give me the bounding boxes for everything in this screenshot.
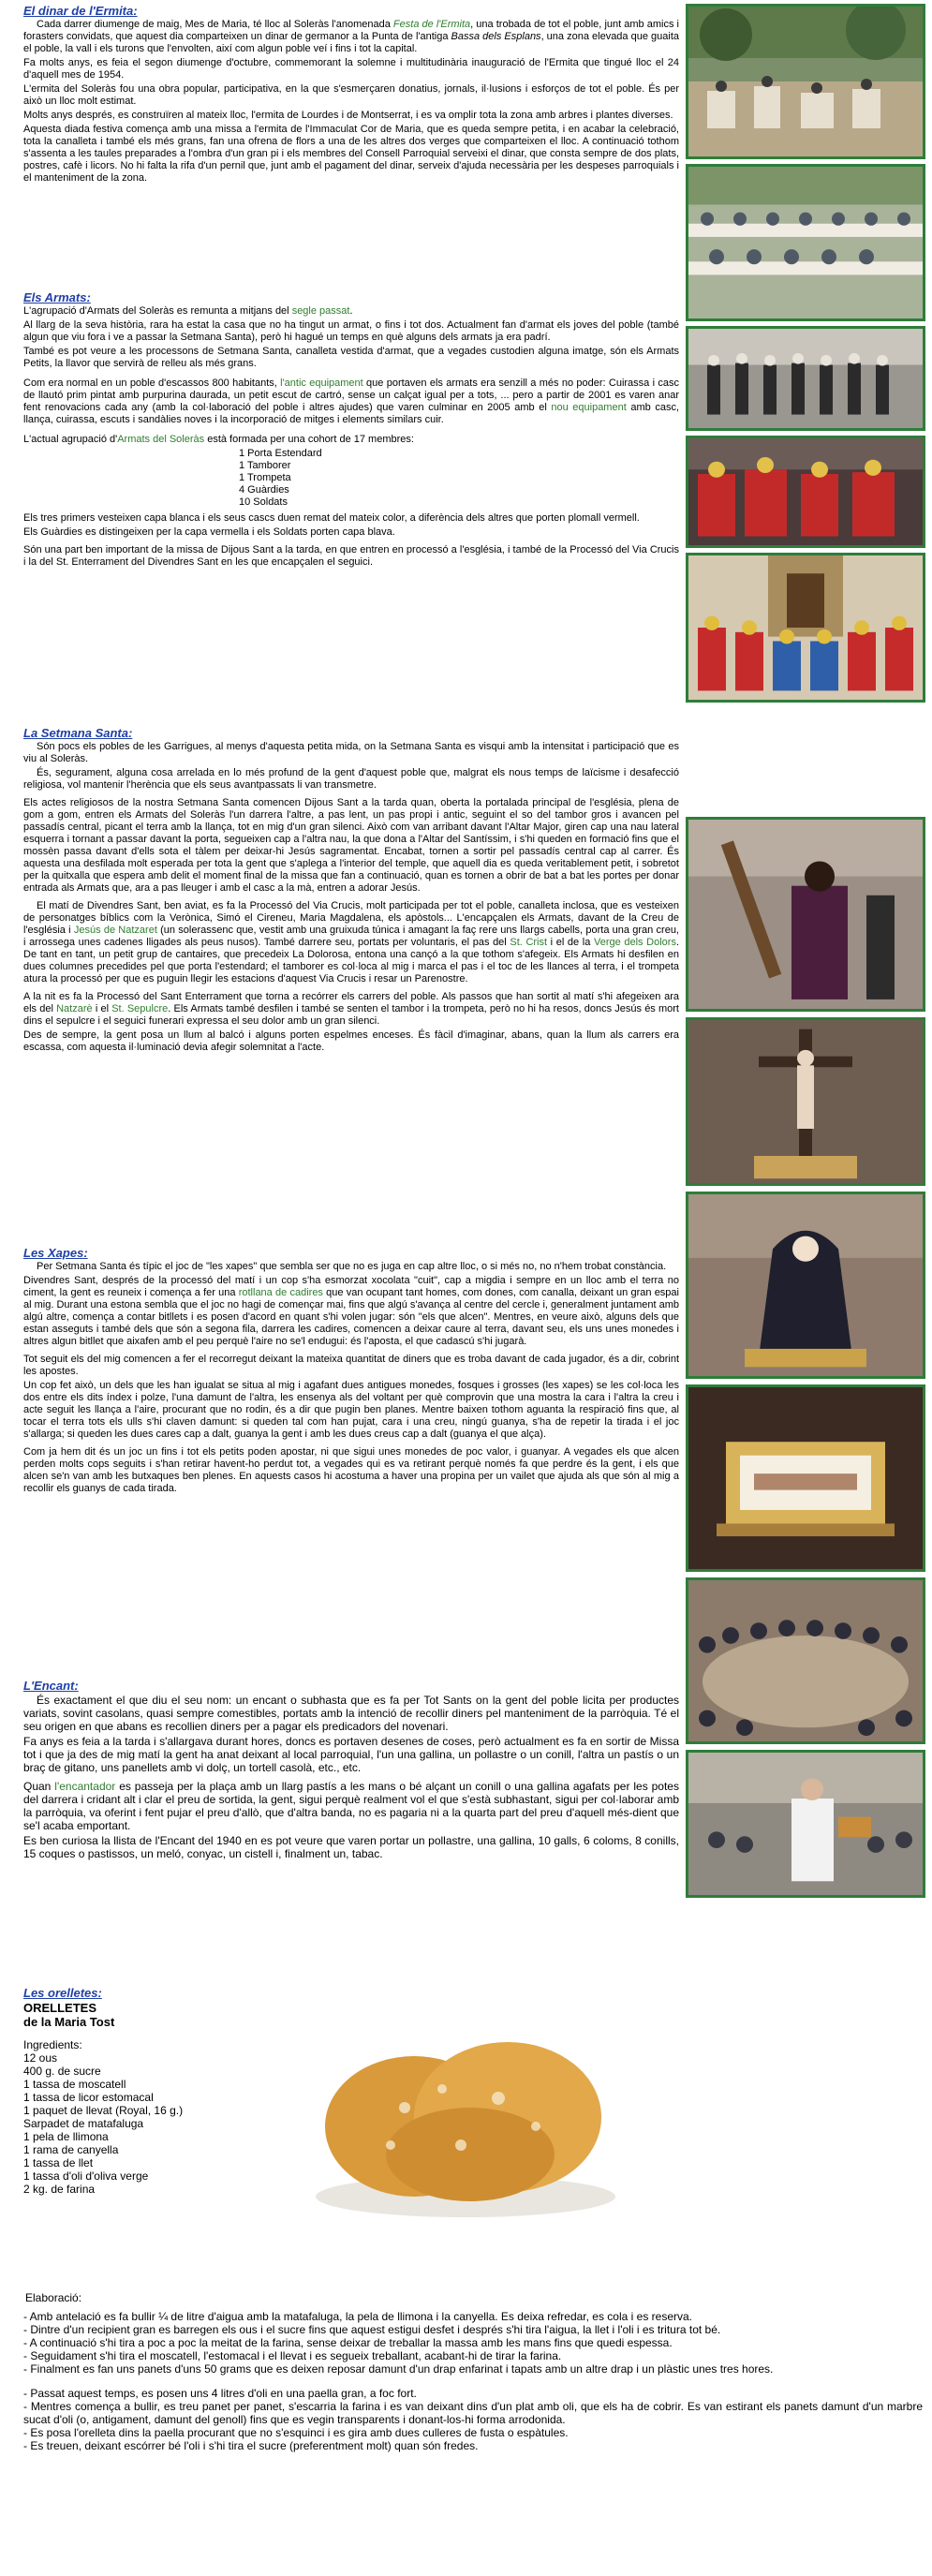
paragraph: L'actual agrupació d'Armats del Soleràs està formada per una cohort de 17 membres: <box>23 434 414 445</box>
paragraph: L'agrupació d'Armats del Soleràs es remunta a mitjans del segle passat. <box>23 305 353 317</box>
steps-list <box>23 2310 923 2376</box>
ermita-gathering-photo[interactable] <box>686 4 925 159</box>
cohort-list <box>23 448 679 509</box>
section-title-xapes: Les Xapes: <box>23 1246 88 1260</box>
paragraph: Els Guàrdies es distingeixen per la capa vermella i els Soldats porten capa blava. <box>23 526 395 538</box>
segle-passat-link[interactable]: segle passat <box>291 305 350 317</box>
paragraph: L'ermita del Soleràs fou una obra popular, participativa, en la que s'esmerçaren donatius, jornals, il·lusions i esforços de tot el poble. És per això un lloc molt estimat. <box>23 83 679 107</box>
paragraph: A la nit es fa la Processó del Sant Enterrament que torna a recórrer els carrers del poble. Als passos que han sortit al matí s'hi afegeixen ara els del Natzarè i el St. Sepulcre. Els Armats també desfilen i també se senten el tambor i la trompeta, però no hi ha resos, doncs Jesús és mort dins el sepulcre i el seguici funerari expressa el seu dolor amb un gran silenci. <box>23 991 679 1027</box>
paragraph: Fa anys es feia a la tarda i s'allargava durant hores, doncs es portaven desenes de coses, però actualment es fa en sortir de Missa tot i que ja des de mig matí la gent ha anat deixant al local parroquial, l'un una gallina, un pollastre o un conill, l'altra un pastís o un braç de gitano, uns panellets amb vi dolç, un tortell casolà, etc., etc. <box>23 1735 679 1774</box>
paragraph: Com era normal en un poble d'escassos 800 habitants, l'antic equipament que portaven els armats era senzill a més no poder: Cuirassa i casc de llautó prim pintat amb purpurina daurada, un petit escut de cartró, sense un calçat igual per a tots, ... pero a partir de 2001 es varen anar fent renovacions cada any (amb la col·laboració del poble i altres ajudes) que varen culminar en 2005 amb el nou equipament amb casc, llança, cuirassa, escuts i sandàlies noves i la incorporació de mitges i elements similars cuir. <box>23 378 679 425</box>
list-item: 4 Guàrdies <box>239 484 289 496</box>
armats-soleras-link[interactable]: Armats del Soleràs <box>117 434 205 445</box>
section-title-setmana-santa: La Setmana Santa: <box>23 726 133 740</box>
section-title-encant: L'Encant: <box>23 1679 79 1693</box>
paragraph: Els tres primers vesteixen capa blanca i els seus cascs duen remat del mateix color, a diferència dels altres que porten plomall vermell. <box>23 512 640 524</box>
paragraph: Com ja hem dit és un joc un fins i tot els petits poden apostar, ni que sigui unes monedes de poc valor, i guanyar. A vegades els que alcen perden molts cops seguits i s'han retirar havent-ho perdut tot, a vegades qui es va retirant perquè només fa que perdre és la gent, i els que alcen se'n van amb les butxaques ben plenes. En aquests casos hi acostuma a haver una propina per un vailet que ajuda als que són al mig a recollir els guanys de cada tirada. <box>23 1446 679 1494</box>
paragraph: Aquesta diada festiva comença amb una missa a l'ermita de l'Immaculat Cor de Maria, que es queda sempre petita, i en acabar la celebració, tota la canalleta i també els més grans, fan una ofrena de flors a una de les altres dos verges que comparteixen el lloc. A continuació tothom s'assenta a les taules preparades a l'ombra d'un gran pi i els membres del Consell Parroquial serveixi el dinar, que consta sempre de dos plats, postres, cafè i licors. No hi falta la rifa d'un pernil que, junt amb el pagament del dinar, serveix d'ajuda necessària per les despeses parroquials i el manteniment de la zona. <box>23 124 679 184</box>
list-item: 400 g. de sucre <box>23 2065 101 2078</box>
list-item: 1 paquet de llevat (Royal, 16 g.) <box>23 2104 184 2117</box>
section-setmana-santa <box>23 726 679 1056</box>
list-item: 10 Soldats <box>239 496 288 508</box>
list-item: 1 tassa de llet <box>23 2156 94 2169</box>
st-sepulcre-link[interactable]: St. Sepulcre <box>111 1003 169 1014</box>
section-title-orelletes: Les orelletes: <box>23 1986 102 2000</box>
paragraph: Són una part ben important de la missa de Dijous Sant a la tarda, en que entren en processó a l'església, i també de la Processó del Via Crucis i la del St. Enterrament del Divendres Sant en les que encapçalen el seguici. <box>23 544 679 568</box>
section-encant <box>23 1679 679 1862</box>
armats-red-procession-photo[interactable] <box>686 436 925 548</box>
armats-church-photo[interactable] <box>686 553 925 703</box>
list-item: - Amb antelació es fa bullir ¼ de litre d'aigua amb la matafaluga, la pela de llimona i la canyella. Es deixa refredar, es cola i es reserva. <box>23 2310 693 2323</box>
recipe-title: ORELLETES <box>23 2001 97 2015</box>
list-item: 12 ous <box>23 2051 58 2065</box>
list-item: 1 Porta Estendard <box>239 448 322 459</box>
elaboracio <box>23 2291 923 2452</box>
section-armats <box>23 290 679 570</box>
list-item: - Passat aquest temps, es posen uns 4 litres d'oli en una paella gran, a foc fort. <box>23 2387 417 2400</box>
list-item: 2 kg. de farina <box>23 2183 96 2196</box>
verge-dolors-link[interactable]: Verge dels Dolors <box>593 937 676 948</box>
recipe-subtitle: de la Maria Tost <box>23 2015 115 2029</box>
paragraph: És exactament el que diu el seu nom: un encant o subhasta que es fa per Tot Sants on la gent del poble licita per productes variats, sovint casolans, quasi sempre comestibles, portats amb la intenció de recollir diners pel manteniment de la parròquia. Té el seu origen en que abans es recollien diners per a pagar els predicadors del novenari. <box>23 1694 679 1733</box>
list-item: - Es treuen, deixant escórrer bé l'oli i s'hi tira el sucre (preferentment molt) quan són fredes. <box>23 2439 479 2452</box>
orelletes-photo[interactable] <box>302 2014 629 2225</box>
paragraph: Molts anys després, es construïren al mateix lloc, l'ermita de Lourdes i de Montserrat, i es va omplir tota la zona amb arbres i plantes diverses. <box>23 110 673 121</box>
list-item: 1 Tamborer <box>239 460 291 471</box>
paragraph: Quan l'encantador es passeja per la plaça amb un llarg pastís a les mans o bé alçant un conill o una gallina agafats per les potes del darrera i cridant alt i clar el preu de sortida, la gent, sigui perquè realment vol el que s'està subhastant, sigui per col·laborar amb la parròquia, va oferint i fent pujar el preu d'allò, que d'altra banda, no es pagaria ni a la quarta part del preu d'aquell més-dient que se'l acaba emportant. <box>23 1780 679 1832</box>
antic-equipament-link[interactable]: l'antic equipament <box>280 378 363 389</box>
section-ermita <box>23 4 679 186</box>
paragraph: Divendres Sant, després de la processó del matí i un cop s'ha esmorzat xocolata "cuit", cap a migdia i sempre en un lloc amb el terra no ciment, la gent es reuneix i comença a fer una rotllana de cadires que van ocupant tant homes, com dones, com canalla, deixant un gran espai al mig. Durant una estona sembla que el joc no hagi de començar mai, fins que algú s'avança al centre del cercle i, generalment juntament amb algú altre, comença a contar bitllets i es posen d'acord en quant s'hi volen jugar: són "els que alcen". Mentres, en veure això, alguns dels que estan asseguts i també dels que són a segona fila, darrera les cadires, comencen a deixar caure al terra, davant seu, els uns unes monedes i altres algun bitllet que aixafen amb el peu perquè l'aire no se'l endugui: és l'aposta, el que cadascú s'hi jugarà. <box>23 1275 679 1347</box>
list-item: 1 rama de canyella <box>23 2143 119 2156</box>
list-item: - Dintre d'un recipient gran es barregen els ous i el sucre fins que aquest estigui desfet i després s'hi tira l'aigua, la llet i l'oli i es tritura tot bé. <box>23 2323 721 2336</box>
paragraph: Des de sempre, la gent posa un llum al balcó i alguns porten espelmes enceses. És fàcil d'imaginar, abans, quan la llum als carrers era escassa, com aquesta il·luminació devia afegir solemnitat a l'acte. <box>23 1029 679 1053</box>
xapes-circle-photo[interactable] <box>686 1577 925 1744</box>
list-item: 1 tassa de moscatell <box>23 2078 126 2091</box>
ingredients-label: Ingredients: <box>23 2038 82 2051</box>
list-item: 1 tassa d'oli d'oliva verge <box>23 2169 149 2183</box>
paragraph: El matí de Divendres Sant, ben aviat, es fa la Processó del Via Crucis, molt participada per tot el poble, canalleta inclosa, que es vesteixen de personatges bíblics com la Verònica, Simó el Cireneu, Maria Magdalena, els apòstols... L'encapçalen els Armats, davant de la Creu de l'església i Jesús de Natzaret (un solerassenc que, vestit amb una gruixuda túnica i amagant la faç rere uns llargs cabells, porta una gran creu, i arrossega unes cadenes lligades als peus nusos). També darrere seu, portats per voluntaris, el pas del St. Crist i el de la Verge dels Dolors. De tant en tant, un petit grup de cantaires, que precedeix La Dolorosa, entona una cançó a la que tothom s'afegeix. Els Armats hi desfilen en dues columnes precedides pel que porta l'estendard; el tamborer es col·loca al mig i marca el pas i el toc de les llances al terra, i el trompeta atura la processó per que es puguin llegir les estacions d'aquest Via Crucis i resar un Parenostre. <box>23 900 680 985</box>
list-item: - A continuació s'hi tira a poc a poc la meitat de la farina, sense deixar de treballar la massa amb les mans fins que quedi espessa. <box>23 2336 673 2349</box>
festa-ermita-link[interactable]: Festa de l'Ermita <box>392 19 471 30</box>
paragraph: Un cop fet això, un dels que les han igualat se situa al mig i agafant dues antigues monedes, fosques i grosses (les xapes) se les col·loca les dos entre els dits índex i polze, l'una damunt de l'altra, les ensenya als del voltant per què comprovin que una mostra la cara i l'altra la creu i acte seguit les llança a l'aire, procurant que no rodin, és a dir que pugin ben planes. Mentre baixen tothom aguanta la respiració fins que, al tocar el terra tots els ulls s'hi claven damunt: si queden tal com han pujat, cara i una creu, ningú guanya, s'ha de repetir la tirada i el joc s'allarga; si queden les dues cares cap a dalt, guanya la gent i amb les dues creus cap a dalt (guanya el que alça). <box>23 1380 679 1440</box>
paragraph: És, segurament, alguna cosa arrelada en lo més profund de la gent d'aquest poble que, malgrat els nous temps de laïcisme i desafecció religiosa, vol mantenir l'herència que els seus avantpassats li van transmetre. <box>23 767 679 791</box>
steps-list-2 <box>23 2387 923 2452</box>
st-crist-link[interactable]: St. Crist <box>510 937 548 948</box>
nou-equipament-link[interactable]: nou equipament <box>551 402 627 413</box>
encantador-photo[interactable] <box>686 1750 925 1898</box>
section-title-armats: Els Armats: <box>23 290 91 304</box>
section-title-ermita: El dinar de l'Ermita: <box>23 4 138 18</box>
paragraph: Al llarg de la seva història, rara ha estat la casa que no ha tingut un armat, o fins i tot dos. Actualment fan d'armat els joves del poble (també algun que viu fora i ve a passar la Setmana Santa), però hi hagué un temps en què alguns dels armats ja era padrí. <box>23 319 679 343</box>
paragraph: Són pocs els pobles de les Garrigues, al menys d'aquesta petita mida, on la Setmana Santa es visqui amb la intensitat i participació que es viu al Soleràs. <box>23 741 679 764</box>
list-item: 1 pela de llimona <box>23 2130 109 2143</box>
verge-dolors-photo[interactable] <box>686 1192 925 1379</box>
armats-old-photo[interactable] <box>686 326 925 431</box>
ermita-dinner-tables-photo[interactable] <box>686 164 925 321</box>
list-item: - Finalment es fan uns panets d'uns 50 grams que es deixen reposar damunt d'un drap enfarinat i tapats amb un altre drap i un plàstic unes tres hores. <box>23 2362 774 2376</box>
jesus-natzaret-photo[interactable] <box>686 817 925 1012</box>
encantador-link[interactable]: l'encantador <box>54 1780 116 1793</box>
rotllana-cadires-link[interactable]: rotllana de cadires <box>238 1287 323 1298</box>
paragraph: Per Setmana Santa és típic el joc de "les xapes" que sembla ser que no es juga en cap altre lloc, o si més no, no n'hem trobat constància. <box>37 1261 667 1272</box>
natzare-link[interactable]: Natzarè <box>56 1003 93 1014</box>
list-item: 1 Trompeta <box>239 472 291 483</box>
section-xapes <box>23 1246 679 1497</box>
paragraph: Tot seguit els del mig comencen a fer el recorregut deixant la mateixa quantitat de diners que es troba davant de cada jugador, és a dir, cobrint les apostes. <box>23 1354 679 1377</box>
st-crist-photo[interactable] <box>686 1017 925 1186</box>
paragraph: Cada darrer diumenge de maig, Mes de Maria, té lloc al Soleràs l'anomenada Festa de l'Ermita, una trobada de tot el poble, junt amb amics i forasters convidats, que aquest dia comparteixen un dinar de germanor a la Punta de l'antiga Bassa dels Esplans, una zona elevada que guaita el poble, la vall i els turons que l'envolten, així com algun poble veí i fins i tot la capital. <box>23 19 679 54</box>
paragraph: També es pot veure a les processons de Setmana Santa, canalleta vestida d'armat, que a vegades custodien alguna imatge, són els Armats Petits, la llavor que servirà de relleu als més grans. <box>23 346 679 369</box>
list-item: - Es posa l'orelleta dins la paella procurant que no s'esquinci i es gira amb dues culleres de fusta o espàtules. <box>23 2426 569 2439</box>
list-item: Sarpadet de matafaluga <box>23 2117 144 2130</box>
paragraph: Els actes religiosos de la nostra Setmana Santa comencen Dijous Sant a la tarda quan, oberta la portalada principal de l'església, plena de gom a gom, entren els Armats del Soleràs l'un darrera l'altre, a pas lent, un pas propi i antic, seguint el so del tambor gros i avancen pel passadís central, picant el terra amb la llança, tot en mig d'un gran silenci. Això com van arribant davant l'Altar Major, giren cap una nau lateral esquerra i tornant a passar davant la porta, segueixen cap a l'altra nau, la que dona a l'Altar del Santíssim, i s'hi queden en formació fins que el mossèn passa davant d'ells sota el tàlem per deixar-hi Jesús sagramentat. Encabat, tornen a sortir pel passadís central cap al carrer. És aquesta una desfilada molt esperada per tota la gent que s'aplega a l'interior del temple, que aquell dia es queda veritablement petit, i sobretot per la quitxalla que espera amb delit el moment final de la missa que fan a continuació, quan es tornen a obrir de bat a bat les portes per donar entrada als Armats que, ara a pas lleuger i amb el casc a la mà, entren a adorar Jesús. <box>23 797 679 894</box>
st-sepulcre-photo[interactable] <box>686 1384 925 1572</box>
list-item: - Mentres comença a bullir, es treu panet per panet, s'escarria la farina i es van deixant dins d'un plat amb oli, que els ha de cobrir. Es van estirant els panets damunt d'un marbre sucat d'oli (o, antigament, damunt del genoll) fins que es vegin transparents i donant-los-hi forma arrodonida. <box>23 2400 923 2426</box>
elaboracio-label: Elaboració: <box>25 2291 82 2304</box>
paragraph: Es ben curiosa la llista de l'Encant del 1940 en es pot veure que varen portar un pollastre, una gallina, 10 galls, 6 coloms, 8 conills, 15 coques o pastissos, un meló, conyac, un cistell i, finalment un, tabac. <box>23 1834 679 1860</box>
list-item: - Seguidament s'hi tira el moscatell, l'estomacal i el llevat i es segueix treballant, acabant-hi de tirar la farina. <box>23 2349 562 2362</box>
list-item: 1 tassa de licor estomacal <box>23 2091 154 2104</box>
paragraph: Fa molts anys, es feia el segon diumenge d'octubre, commemorant la solemne i multitudinària inauguració de l'Ermita que tingué lloc el 24 d'aquell mes de 1954. <box>23 57 679 81</box>
jesus-natzaret-link[interactable]: Jesús de Natzaret <box>73 925 157 936</box>
